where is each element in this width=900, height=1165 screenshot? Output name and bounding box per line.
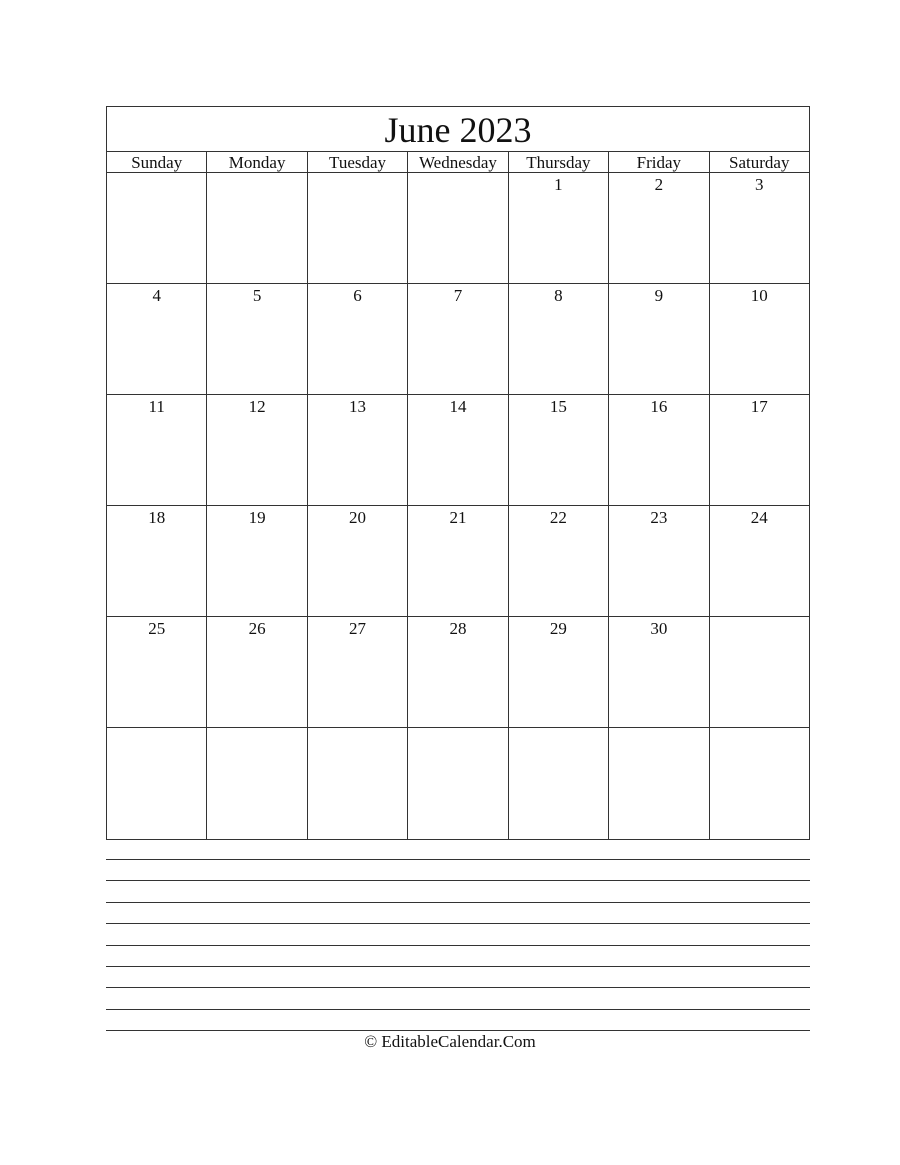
calendar-title: June 2023: [384, 109, 532, 150]
day-cell[interactable]: [710, 728, 809, 839]
day-cell[interactable]: 27: [308, 617, 408, 727]
day-cell[interactable]: 29: [509, 617, 609, 727]
note-line[interactable]: [106, 945, 810, 966]
day-cell[interactable]: [710, 617, 809, 727]
day-cell[interactable]: 26: [207, 617, 307, 727]
day-cell[interactable]: 17: [750, 397, 768, 416]
day-cell[interactable]: 6: [308, 284, 408, 394]
day-cell[interactable]: [509, 728, 609, 839]
day-cell[interactable]: 19: [207, 506, 307, 616]
day-cell[interactable]: 14: [408, 395, 508, 505]
day-cell[interactable]: [408, 173, 508, 283]
week-row-5: [107, 617, 809, 728]
day-cell[interactable]: 8: [509, 284, 609, 394]
day-cell[interactable]: 30: [609, 617, 709, 727]
weekday-saturday: Saturday: [729, 153, 790, 172]
day-cell[interactable]: 20: [308, 506, 408, 616]
day-cell[interactable]: 13: [308, 395, 408, 505]
day-cell[interactable]: 11: [107, 395, 207, 505]
day-cell[interactable]: 28: [408, 617, 508, 727]
weekday-sunday: Sunday: [107, 152, 207, 172]
day-cell[interactable]: 10: [750, 286, 768, 305]
week-row-3: [107, 395, 809, 506]
day-cell[interactable]: [308, 173, 408, 283]
day-cell[interactable]: [308, 728, 408, 839]
day-cell[interactable]: 22: [509, 506, 609, 616]
day-cell[interactable]: 5: [207, 284, 307, 394]
footer-copyright: © EditableCalendar.Com: [364, 1032, 536, 1051]
weekday-friday: Friday: [609, 152, 709, 172]
day-cell[interactable]: 18: [107, 506, 207, 616]
day-cell[interactable]: 1: [509, 173, 609, 283]
day-cell[interactable]: 9: [609, 284, 709, 394]
note-line[interactable]: [106, 987, 810, 1008]
day-cell[interactable]: [107, 173, 207, 283]
note-line[interactable]: [106, 902, 810, 923]
day-cell[interactable]: 2: [609, 173, 709, 283]
day-cell[interactable]: 25: [107, 617, 207, 727]
day-cell[interactable]: 7: [408, 284, 508, 394]
week-row-2: [107, 284, 809, 395]
week-row-1: [107, 173, 809, 284]
calendar: [106, 106, 810, 840]
note-line[interactable]: [106, 923, 810, 944]
title-row: [107, 107, 809, 152]
day-cell[interactable]: 21: [408, 506, 508, 616]
note-line[interactable]: [106, 966, 810, 987]
day-cell[interactable]: 16: [609, 395, 709, 505]
day-cell[interactable]: 23: [609, 506, 709, 616]
weekday-wednesday: Wednesday: [408, 152, 508, 172]
note-line[interactable]: [106, 859, 810, 880]
weekday-tuesday: Tuesday: [308, 152, 408, 172]
day-cell[interactable]: [107, 728, 207, 839]
weekday-thursday: Thursday: [509, 152, 609, 172]
day-cell[interactable]: 3: [754, 175, 764, 194]
weekday-header-row: [107, 152, 809, 173]
note-line[interactable]: [106, 1009, 810, 1030]
day-cell[interactable]: [609, 728, 709, 839]
week-row-6: [107, 728, 809, 839]
note-line[interactable]: [106, 880, 810, 901]
day-cell[interactable]: 24: [750, 508, 768, 527]
day-cell[interactable]: [207, 728, 307, 839]
day-cell[interactable]: [207, 173, 307, 283]
day-cell[interactable]: 12: [207, 395, 307, 505]
weekday-monday: Monday: [207, 152, 307, 172]
day-cell[interactable]: [408, 728, 508, 839]
day-cell[interactable]: 4: [107, 284, 207, 394]
day-cell[interactable]: 15: [509, 395, 609, 505]
notes-area[interactable]: [106, 859, 810, 1052]
week-row-4: [107, 506, 809, 617]
